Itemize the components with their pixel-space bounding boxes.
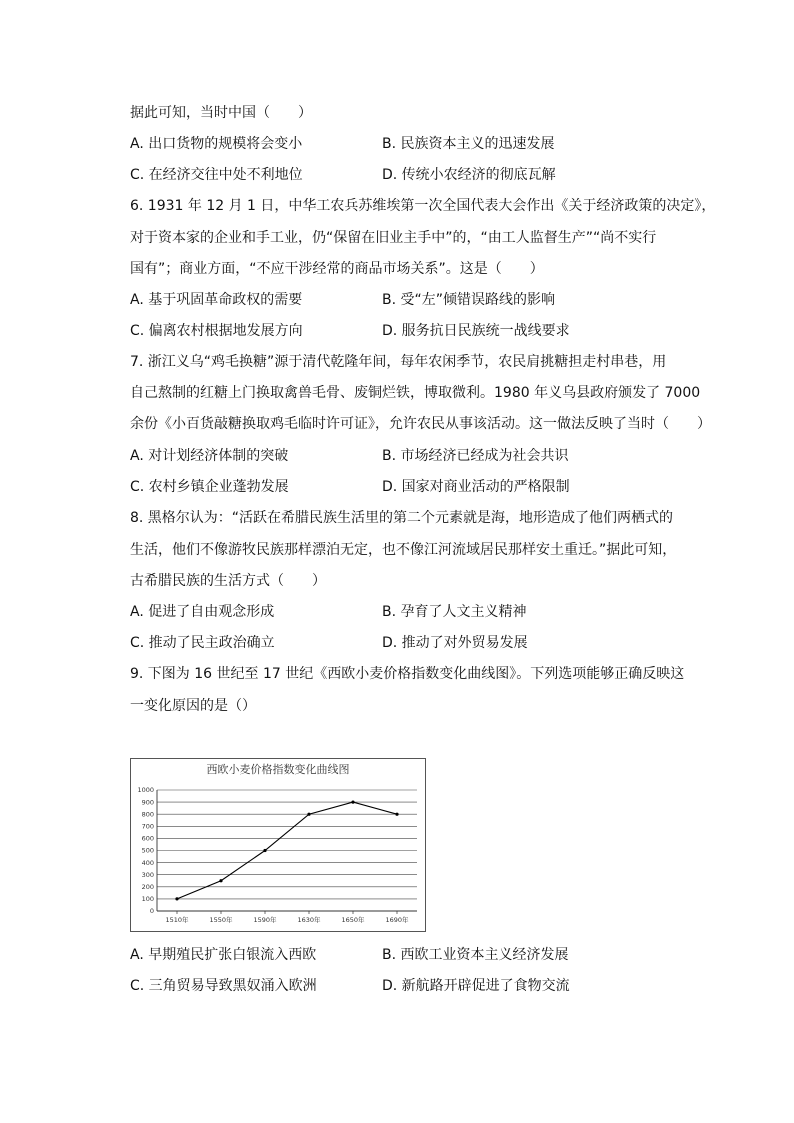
q7-stem-line1: 7. 浙江义乌“鸡毛换糖”源于清代乾隆年间，每年农闲季节，农民肩挑糖担走村串巷，用	[130, 354, 667, 370]
data-point	[395, 813, 398, 816]
q9-option-b[interactable]: B. 西欧工业资本主义经济发展	[382, 947, 569, 963]
y-tick-label: 600	[141, 834, 154, 843]
q6-option-a[interactable]: A. 基于巩固革命政权的需要	[130, 292, 303, 308]
q7-option-c[interactable]: C. 农村乡镇企业蓬勃发展	[130, 479, 289, 495]
q5-option-d[interactable]: D. 传统小农经济的彻底瓦解	[382, 167, 556, 183]
q7-stem-line3: 余份《小百货敲糖换取鸡毛临时许可证》，允许农民从事该活动。这一做法反映了当时（ ）	[130, 416, 711, 432]
q9-option-c[interactable]: C. 三角贸易导致黑奴涌入欧洲	[130, 978, 317, 994]
y-tick-label: 900	[141, 798, 154, 807]
y-tick-label: 800	[141, 810, 154, 819]
q6-option-b[interactable]: B. 受“左”倾错误路线的影响	[382, 292, 556, 308]
data-point	[263, 849, 266, 852]
q8-stem-line1: 8. 黑格尔认为：“活跃在希腊民族生活里的第二个元素就是海，地形造成了他们两栖式的	[130, 510, 674, 526]
q7-stem-line2: 自己熬制的红糖上门换取禽兽毛骨、废铜烂铁，博取微利。1980 年义乌县政府颁发了 7000	[130, 385, 701, 401]
q8-option-a[interactable]: A. 促进了自由观念形成	[130, 604, 275, 620]
q5-option-b[interactable]: B. 民族资本主义的迅速发展	[382, 136, 555, 152]
data-point	[175, 897, 178, 900]
q6-stem-line2: 对于资本家的企业和手工业，仍“保留在旧业主手中”的，“由工人监督生产”“尚不实行	[130, 230, 657, 246]
wheat-price-chart	[130, 758, 426, 932]
q7-option-b[interactable]: B. 市场经济已经成为社会共识	[382, 448, 569, 464]
chart-svg	[131, 759, 425, 931]
q8-option-c[interactable]: C. 推动了民主政治确立	[130, 635, 275, 651]
chart-title: 西欧小麦价格指数变化曲线图	[206, 763, 350, 776]
q8-option-d[interactable]: D. 推动了对外贸易发展	[382, 635, 528, 651]
y-tick-label: 700	[141, 822, 154, 831]
x-tick-label: 1510年	[165, 916, 189, 924]
q8-stem-line3: 古希腊民族的生活方式（ ）	[130, 573, 326, 589]
data-point	[219, 879, 222, 882]
y-tick-label: 300	[141, 870, 154, 879]
q9-option-d[interactable]: D. 新航路开辟促进了食物交流	[382, 978, 570, 994]
x-tick-label: 1690年	[385, 916, 409, 924]
q6-option-d[interactable]: D. 服务抗日民族统一战线要求	[382, 323, 570, 339]
y-tick-label: 500	[141, 846, 154, 855]
q7-option-a[interactable]: A. 对计划经济体制的突破	[130, 448, 289, 464]
q8-stem-line2: 生活，他们不像游牧民族那样漂泊无定，也不像江河流域居民那样安土重迁。”据此可知，	[130, 542, 677, 558]
y-tick-label: 400	[141, 858, 154, 867]
x-tick-label: 1590年	[253, 916, 277, 924]
q9-stem-line1: 9. 下图为 16 世纪至 17 世纪《西欧小麦价格指数变化曲线图》。下列选项能够正确反映这	[130, 666, 685, 682]
q7-option-d[interactable]: D. 国家对商业活动的严格限制	[382, 479, 570, 495]
q9-stem-line2: 一变化原因的是（）	[130, 698, 256, 714]
data-point	[307, 813, 310, 816]
y-tick-label: 100	[141, 895, 154, 904]
data-point	[351, 801, 354, 804]
y-tick-label: 0	[149, 907, 154, 916]
x-tick-label: 1550年	[209, 916, 233, 924]
q6-stem-line1: 6. 1931 年 12 月 1 日，中华工农兵苏维埃第一次全国代表大会作出《关于经济政策的决定》，	[130, 198, 716, 214]
y-tick-label: 200	[141, 883, 154, 891]
q6-stem-line3: 国有”；商业方面，“不应干涉经常的商品市场关系”。这是（ ）	[130, 261, 544, 277]
q5-stem-tail: 据此可知，当时中国（ ）	[130, 105, 312, 121]
q5-option-c[interactable]: C. 在经济交往中处不利地位	[130, 167, 303, 183]
q6-option-c[interactable]: C. 偏离农村根据地发展方向	[130, 323, 303, 339]
q5-option-a[interactable]: A. 出口货物的规模将会变小	[130, 136, 303, 152]
y-tick-label: 1000	[137, 786, 154, 795]
q9-option-a[interactable]: A. 早期殖民扩张白银流入西欧	[130, 947, 317, 963]
x-tick-label: 1630年	[297, 916, 321, 924]
q8-option-b[interactable]: B. 孕育了人文主义精神	[382, 604, 527, 620]
x-tick-label: 1650年	[341, 916, 365, 924]
